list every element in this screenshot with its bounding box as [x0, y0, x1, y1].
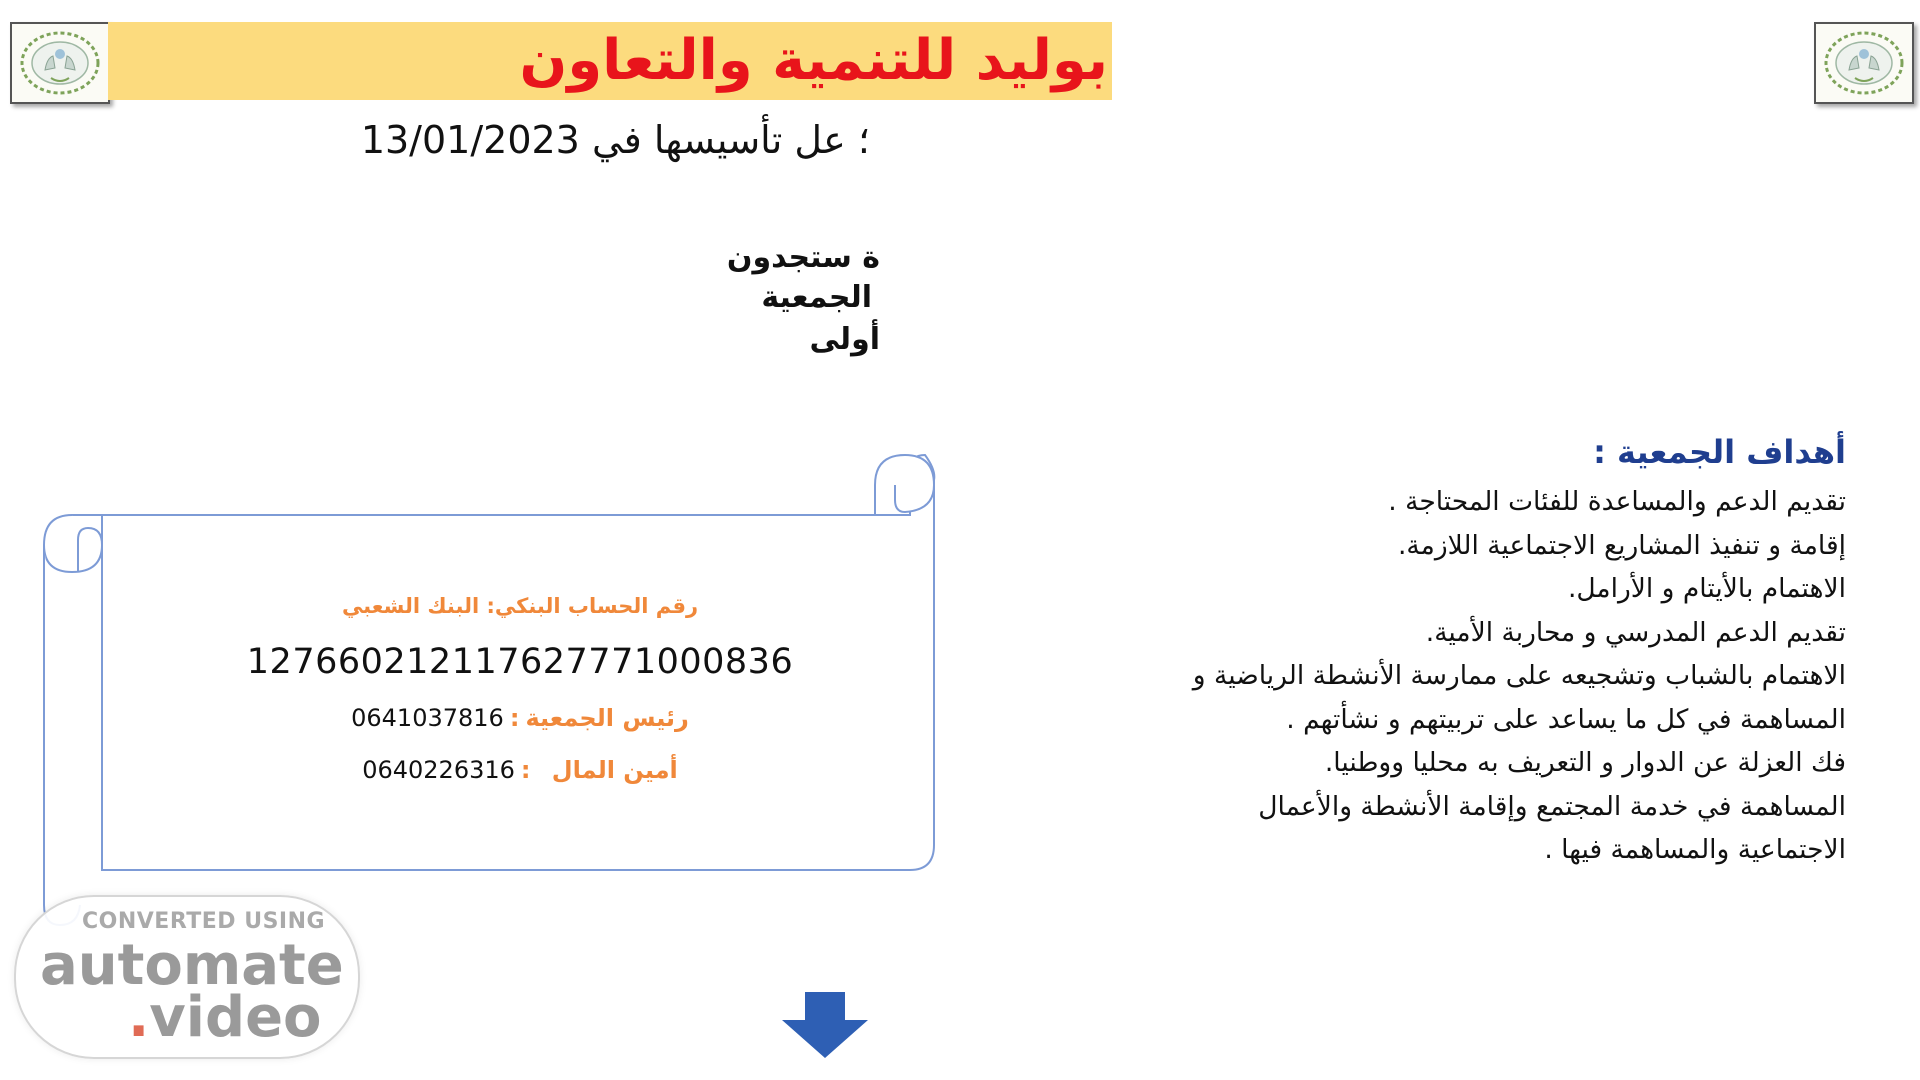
treasurer-label: أمين المال: [551, 756, 678, 784]
watermark-caption: CONVERTED USING: [82, 909, 326, 934]
goal-item: تقديم الدعم المدرسي و محاربة الأمية.: [1425, 616, 1846, 648]
goal-item: المساهمة في خدمة المجتمع وإقامة الأنشطة والأعمال: [1258, 790, 1846, 822]
president-label: رئيس الجمعية: [525, 704, 689, 732]
goals-title: أهداف الجمعية :: [1593, 433, 1846, 471]
president-contact: [110, 704, 930, 732]
goal-item: فك العزلة عن الدوار و التعريف به محليا ووطنيا.: [1324, 747, 1846, 778]
text-fragment-2: الجمعية: [761, 280, 872, 315]
treasurer-contact: [110, 756, 930, 784]
president-phone: 0641037816: [351, 704, 504, 732]
watermark-dot: .: [128, 985, 150, 1050]
text-fragment-1: ة ستجدون: [726, 240, 880, 275]
bank-account-number: 127660212117627771000836: [246, 642, 794, 682]
bank-account-label: رقم الحساب البنكي: البنك الشعبي: [341, 594, 699, 618]
association-logo-right: [1814, 22, 1914, 104]
goal-item: الاجتماعية والمساهمة فيها .: [1544, 834, 1846, 865]
bank-info-scroll: [110, 582, 930, 812]
goal-item: الاهتمام بالشباب وتشجيعه على ممارسة الأنشطة الرياضية و: [1192, 660, 1846, 691]
treasurer-phone: 0640226316: [362, 756, 515, 784]
hands-emblem-icon: [1821, 28, 1907, 98]
watermark-line-1: automate: [40, 933, 344, 998]
goal-item: الاهتمام بالأيتام و الأرامل.: [1567, 573, 1846, 604]
goal-item: تقديم الدعم والمساعدة للفئات المحتاجة .: [1388, 486, 1846, 517]
down-arrow-icon[interactable]: [780, 990, 870, 1060]
watermark-video: video: [149, 985, 322, 1050]
goal-item: المساهمة في كل ما يساعد على تربيتهم و نشأتهم .: [1286, 703, 1846, 735]
goal-item: إقامة و تنفيذ المشاريع الاجتماعية اللازمة.: [1398, 529, 1846, 561]
watermark-line-2: [128, 985, 322, 1050]
goals-section: [1150, 428, 1846, 872]
page-title: بوليد للتنمية والتعاون: [519, 28, 1108, 93]
founding-date-text: ؛ عل تأسيسها في 13/01/2023: [360, 118, 870, 162]
automate-video-watermark: [14, 895, 360, 1059]
separator: :: [520, 756, 531, 784]
text-fragment-3: أولى: [809, 322, 880, 357]
separator: :: [509, 704, 520, 732]
